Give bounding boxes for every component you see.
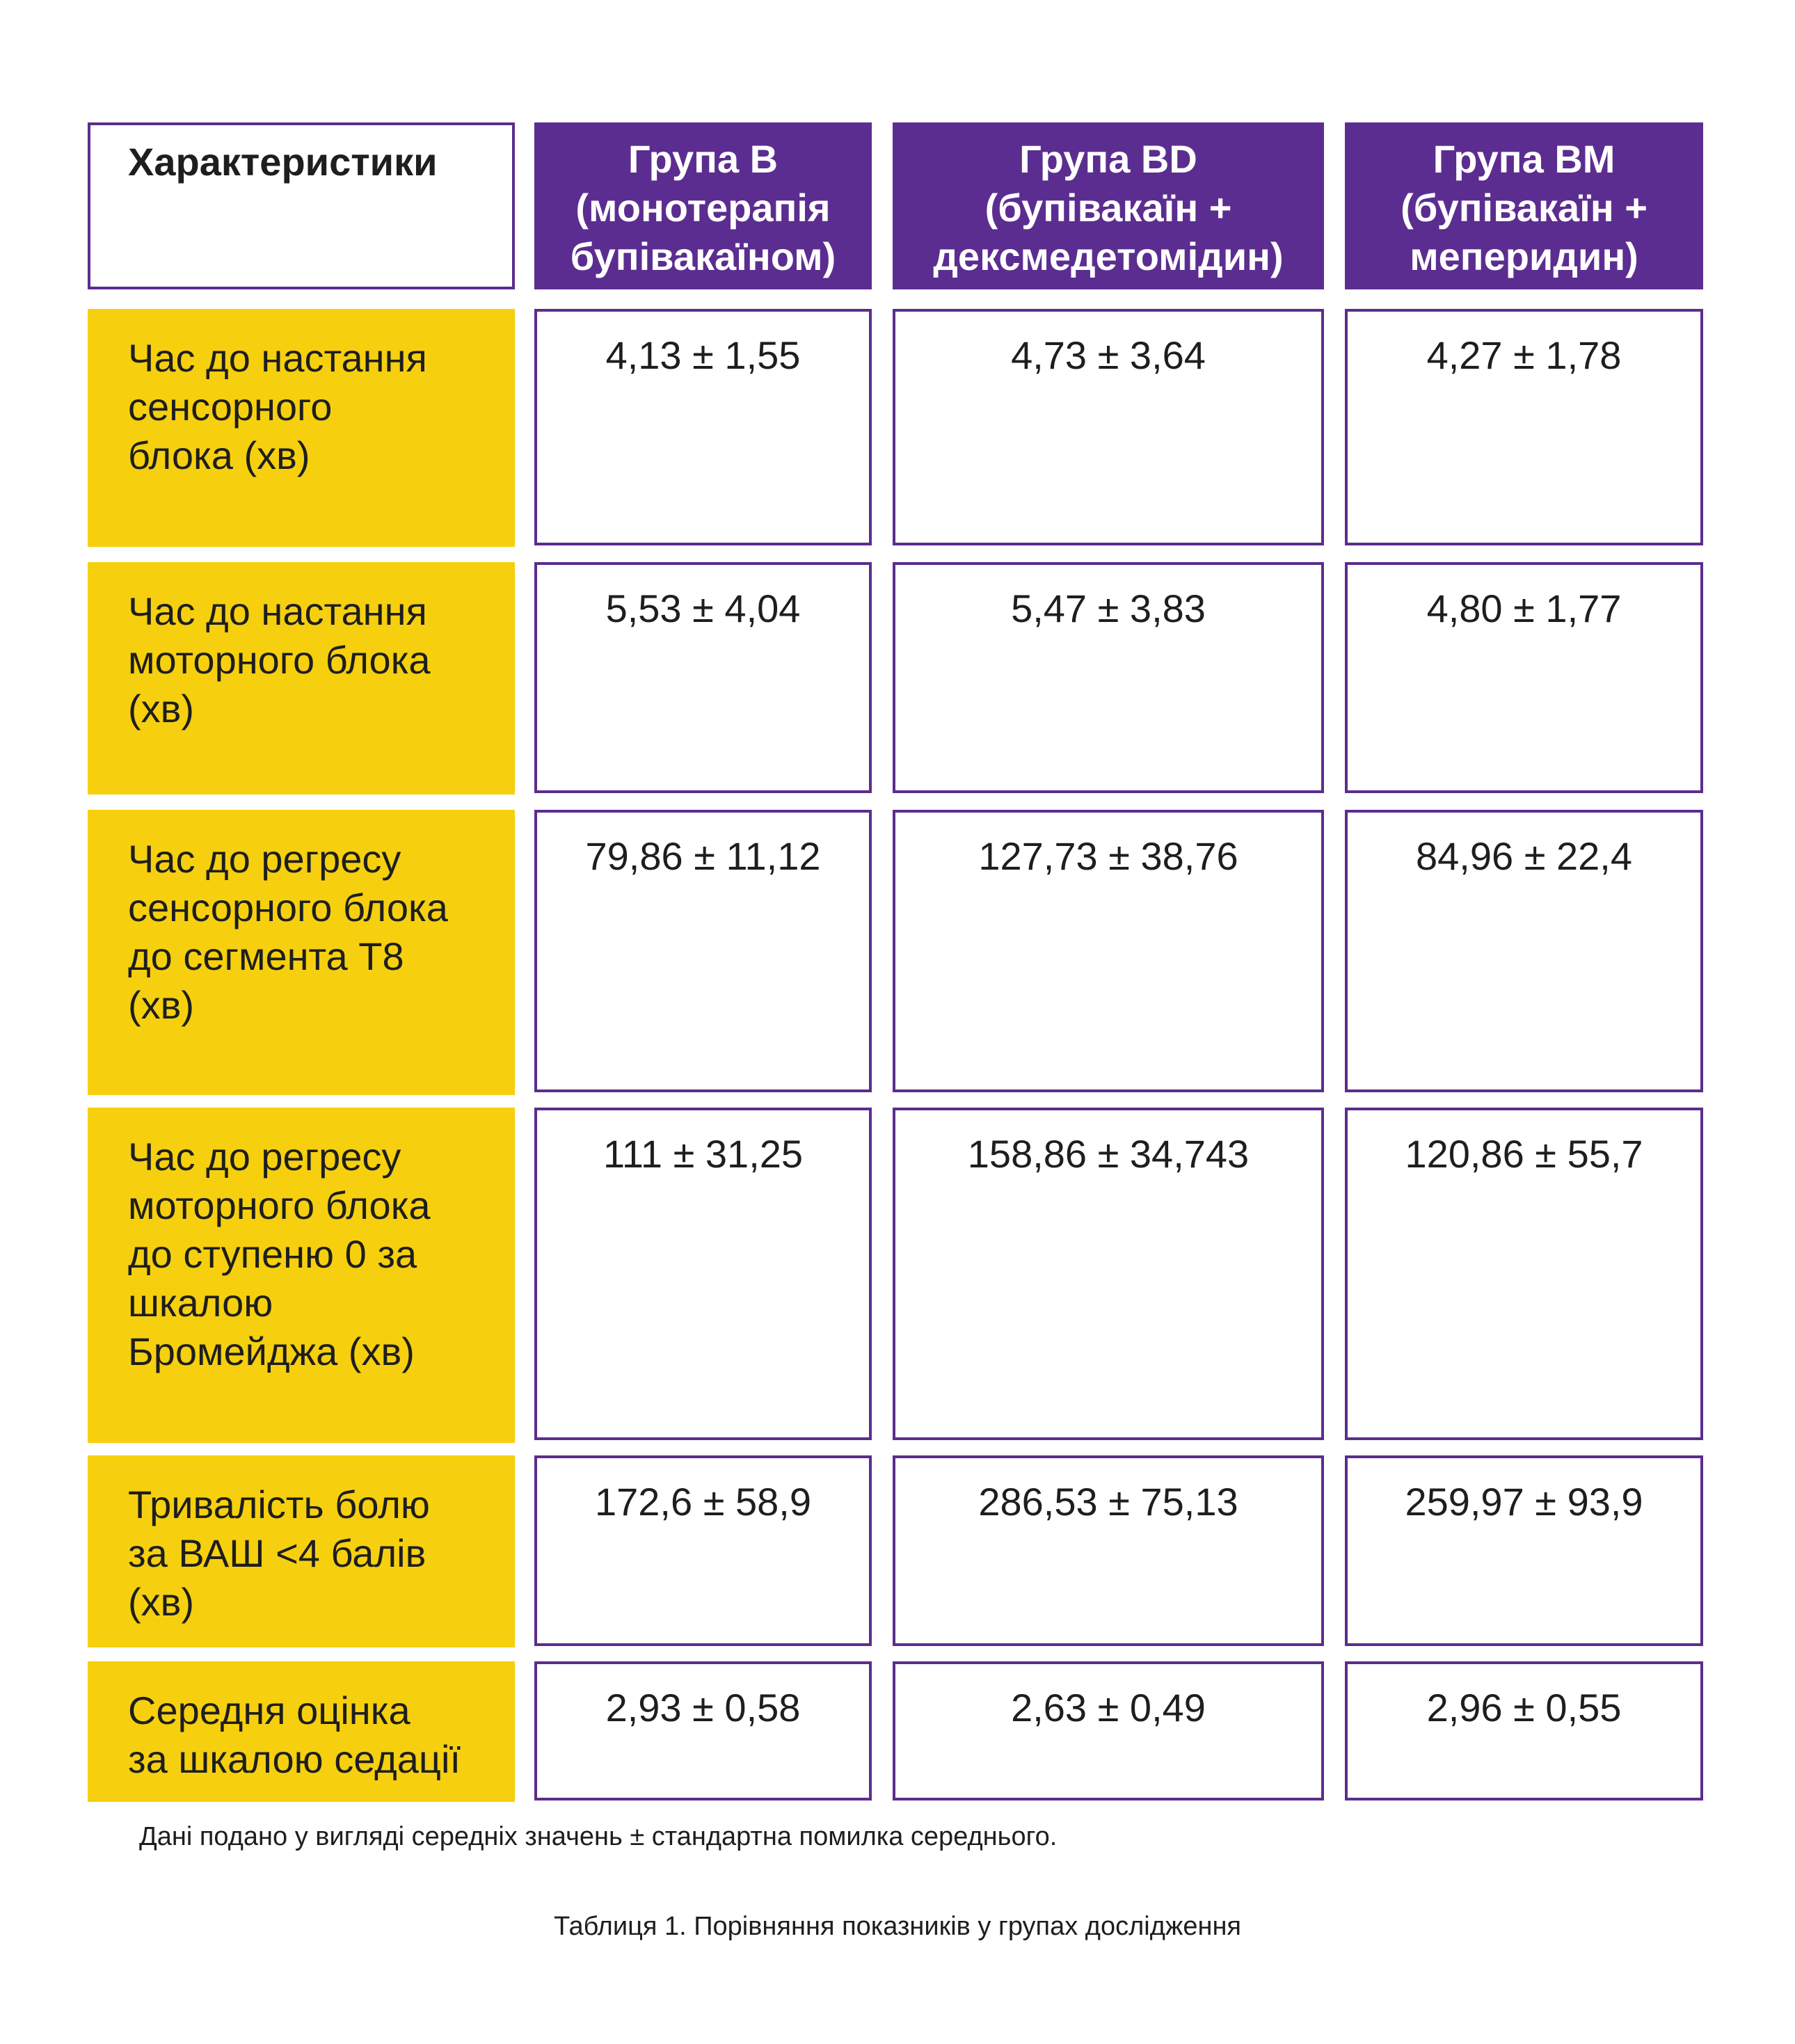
row-4-group-bd-value: 158,86 ± 34,743 <box>893 1108 1324 1440</box>
row-1-group-bm-value: 4,27 ± 1,78 <box>1345 309 1703 545</box>
row-6-group-bm-value: 2,96 ± 0,55 <box>1345 1661 1703 1801</box>
row-4-group-bm-value: 120,86 ± 55,7 <box>1345 1108 1703 1440</box>
header-group-bm: Група BM (бупівакаїн + меперидин) <box>1345 122 1703 289</box>
row-6-group-b-value: 2,93 ± 0,58 <box>534 1661 872 1801</box>
row-2-group-bm-value: 4,80 ± 1,77 <box>1345 562 1703 793</box>
row-1-group-b-value: 4,13 ± 1,55 <box>534 309 872 545</box>
header-group-b: Група B (монотерапія бупівакаїном) <box>534 122 872 289</box>
row-5-group-b-value: 172,6 ± 58,9 <box>534 1455 872 1646</box>
row-label-motor-regression: Час до регресу моторного блока до ступеню 0 за шкалою Бромейджа (хв) <box>88 1108 515 1443</box>
row-5-group-bd-value: 286,53 ± 75,13 <box>893 1455 1324 1646</box>
row-label-pain-duration: Тривалість болю за ВАШ <4 балів (хв) <box>88 1455 515 1647</box>
row-6-group-bd-value: 2,63 ± 0,49 <box>893 1661 1324 1801</box>
row-label-motor-onset: Час до настання моторного блока (хв) <box>88 562 515 795</box>
header-characteristics: Характеристики <box>88 122 515 289</box>
header-group-bd: Група BD (бупівакаїн + дексмедетомідин) <box>893 122 1324 289</box>
row-2-group-bd-value: 5,47 ± 3,83 <box>893 562 1324 793</box>
row-label-sedation-score: Середня оцінка за шкалою седації <box>88 1661 515 1802</box>
row-2-group-b-value: 5,53 ± 4,04 <box>534 562 872 793</box>
row-1-group-bd-value: 4,73 ± 3,64 <box>893 309 1324 545</box>
row-label-sensory-onset: Час до настання сенсорного блока (хв) <box>88 309 515 547</box>
row-3-group-bd-value: 127,73 ± 38,76 <box>893 810 1324 1092</box>
row-3-group-b-value: 79,86 ± 11,12 <box>534 810 872 1092</box>
row-5-group-bm-value: 259,97 ± 93,9 <box>1345 1455 1703 1646</box>
table-footnote: Дані подано у вигляді середніх значень ± стандартна помилка середнього. <box>139 1822 1058 1851</box>
row-label-sensory-regression: Час до регресу сенсорного блока до сегмента Т8 (хв) <box>88 810 515 1095</box>
row-3-group-bm-value: 84,96 ± 22,4 <box>1345 810 1703 1092</box>
row-4-group-b-value: 111 ± 31,25 <box>534 1108 872 1440</box>
table-caption: Таблиця 1. Порівняння показників у групах дослідження <box>553 1912 1242 1941</box>
